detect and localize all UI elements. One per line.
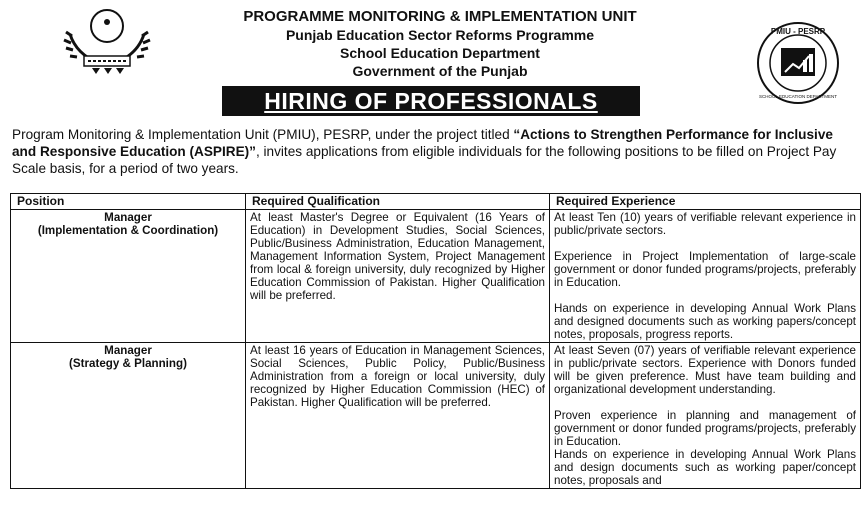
experience-text: At least Seven (07) years of verifiable relevant experience in public/private sectors. Experience with Donors funded will be given preference. Must have team building and organizational development understanding. xyxy=(554,344,856,396)
header xyxy=(0,0,865,99)
project-title: “Actions to Strengthen Performance for Inclusive and Responsive Education (ASPIRE)” xyxy=(12,127,833,159)
position-subtitle: (Implementation & Coordination) xyxy=(37,224,219,237)
position-cell xyxy=(11,343,246,489)
experience-cell xyxy=(550,343,861,489)
experience-text: Hands on experience in developing Annual Work Plans and design documents such as working paper/concept notes, proposals and xyxy=(554,448,856,487)
header-titles xyxy=(180,8,700,80)
experience-text: At least Ten (10) years of verifiable relevant experience in public/private sectors. xyxy=(554,211,856,237)
logo-subtext: SCHOOL EDUCATION DEPARTMENT xyxy=(758,94,838,99)
pmiu-pesrp-logo-icon xyxy=(755,20,841,106)
position-subtitle: (Strategy & Planning) xyxy=(69,357,187,370)
positions-table xyxy=(10,193,861,489)
punjab-government-logo-icon xyxy=(52,4,162,76)
banner-title: HIRING OF PROFESSIONALS xyxy=(264,88,598,114)
qualification-text: At least Master's Degree or Equivalent (16 Years of Education) in Development Studies, Social Sciences, Public/Business Administration, Education Management, Management Information System, Project Management from local & foreign university, duly recognized by Higher Education Commission of Pakistan. Higher Qualification will be preferred. xyxy=(250,211,545,302)
programme-name: Punjab Education Sector Reforms Programme xyxy=(285,27,595,43)
intro-part2: , invites applications from eligible individuals for the following positions to be filled on Project Pay Scale basis, for a period of two years. xyxy=(12,144,837,176)
experience-text: Proven experience in planning and management of government or donor funded programs/projects, preferably in Education. xyxy=(554,409,856,448)
hiring-banner xyxy=(222,86,640,116)
qualification-cell xyxy=(246,210,550,343)
government-name: Government of the Punjab xyxy=(352,63,528,79)
position-cell xyxy=(11,210,246,343)
experience-text: Experience in Project Implementation of large-scale government or donor funded programs/projects, preferably in Education. xyxy=(554,250,856,289)
table-row xyxy=(11,343,861,489)
logo-text: PMIU - PESRP xyxy=(770,27,826,36)
table-row xyxy=(11,210,861,343)
position-title: Manager xyxy=(104,211,152,224)
department-name: School Education Department xyxy=(340,45,540,61)
header-experience: Required Experience xyxy=(550,194,861,210)
qualification-cell xyxy=(246,343,550,489)
table-header-row xyxy=(11,194,861,210)
unit-name: PROGRAMME MONITORING & IMPLEMENTATION UNIT xyxy=(243,8,637,25)
position-title: Manager xyxy=(104,344,152,357)
qualification-text: At least 16 years of Education in Management Sciences, Social Sciences, Public Policy, Public/Business Administration from a foreign or local university, duly recognized by Higher Education Commission (HEC) of Pakistan. Higher Qualification will be preferred. xyxy=(250,344,545,409)
experience-cell xyxy=(550,210,861,343)
header-qualification: Required Qualification xyxy=(246,194,550,210)
experience-text: Hands on experience in developing Annual Work Plans and designed documents such as working papers/concept notes, proposals, progress reports. xyxy=(554,302,856,341)
header-position: Position xyxy=(11,194,246,210)
intro-part1: Program Monitoring & Implementation Unit (PMIU), PESRP, under the project titled xyxy=(12,127,514,142)
intro-paragraph xyxy=(12,126,857,177)
